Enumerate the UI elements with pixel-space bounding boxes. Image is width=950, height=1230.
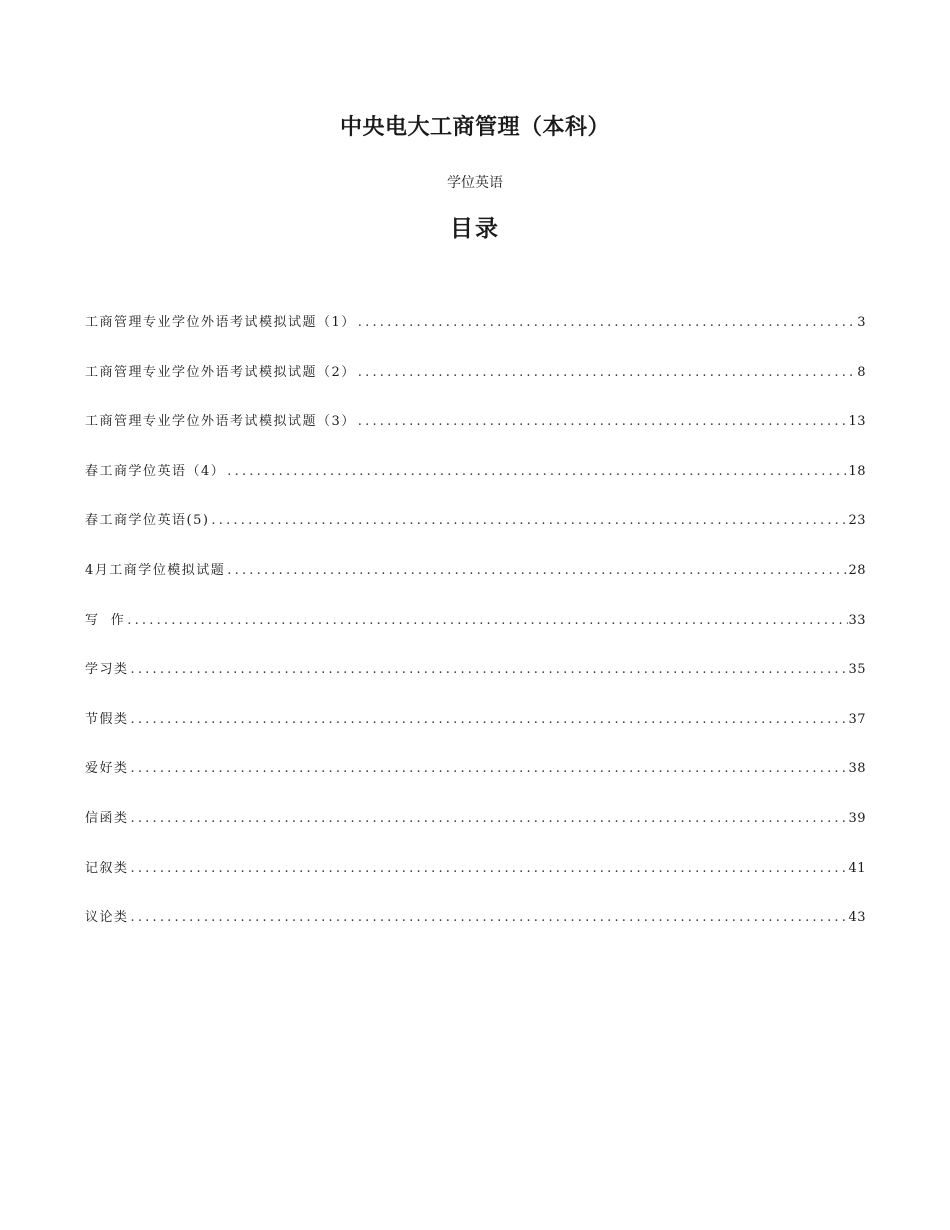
toc-entry[interactable] bbox=[85, 660, 866, 710]
toc-entry[interactable] bbox=[85, 363, 866, 413]
toc-entry-label: 工商管理专业学位外语考试模拟试题（3） bbox=[85, 414, 356, 430]
toc-entry-label: 议论类 bbox=[85, 910, 129, 926]
toc-entry-page-number: 43 bbox=[848, 910, 866, 926]
toc-entry[interactable] bbox=[85, 412, 866, 462]
toc-entry-label: 信函类 bbox=[85, 810, 129, 826]
toc-dot-leader bbox=[356, 313, 857, 333]
toc-dot-leader bbox=[129, 710, 849, 730]
toc-entry[interactable] bbox=[85, 759, 866, 809]
toc-entry-page-number: 8 bbox=[857, 364, 866, 380]
document-title: 中央电大工商管理（本科） bbox=[339, 115, 610, 140]
toc-entry-page-number: 13 bbox=[848, 414, 866, 430]
toc-entry[interactable] bbox=[85, 859, 866, 909]
toc-dot-leader bbox=[209, 511, 848, 531]
toc-dot-leader bbox=[129, 660, 849, 680]
toc-entry-page-number: 38 bbox=[848, 761, 866, 777]
toc-entry-label: 节假类 bbox=[85, 711, 129, 727]
toc-entry-label: 工商管理专业学位外语考试模拟试题（2） bbox=[85, 364, 356, 380]
toc-entry[interactable] bbox=[85, 809, 866, 859]
toc-entry-page-number: 35 bbox=[848, 662, 866, 678]
toc-dot-leader bbox=[125, 611, 848, 631]
toc-dot-leader bbox=[129, 759, 849, 779]
toc-entry[interactable] bbox=[85, 462, 866, 512]
toc-entry-label: 春工商学位英语(5) bbox=[85, 513, 210, 529]
toc-dot-leader bbox=[129, 908, 849, 928]
toc-entry[interactable] bbox=[85, 511, 866, 561]
toc-dot-leader bbox=[225, 462, 848, 482]
toc-dot-leader bbox=[356, 412, 849, 432]
toc-entry-page-number: 41 bbox=[848, 860, 866, 876]
toc-entry[interactable] bbox=[85, 710, 866, 760]
toc-entry-label: 写 作 bbox=[85, 612, 126, 628]
toc-entry-page-number: 33 bbox=[848, 612, 866, 628]
toc-entry-page-number: 3 bbox=[857, 315, 866, 330]
toc-dot-leader bbox=[356, 363, 857, 383]
toc-entry[interactable] bbox=[85, 313, 866, 363]
toc-entry-page-number: 28 bbox=[848, 562, 866, 578]
toc-entry-label: 4月工商学位模拟试题 bbox=[85, 562, 226, 578]
toc-dot-leader bbox=[129, 859, 849, 879]
toc-dot-leader bbox=[225, 561, 848, 581]
toc-entry-label: 爱好类 bbox=[85, 761, 129, 777]
toc-entry[interactable] bbox=[85, 561, 866, 611]
toc-entry-page-number: 23 bbox=[848, 513, 866, 529]
document-subtitle: 学位英语 bbox=[447, 175, 503, 191]
toc-dot-leader bbox=[129, 809, 849, 829]
toc-entry-page-number: 18 bbox=[848, 463, 866, 479]
toc-heading: 目录 bbox=[450, 216, 500, 242]
toc-entry-label: 记叙类 bbox=[85, 860, 129, 876]
toc-entry-page-number: 39 bbox=[848, 810, 866, 826]
toc-entry-label: 春工商学位英语（4） bbox=[85, 463, 226, 479]
toc-entry[interactable] bbox=[85, 908, 866, 958]
toc-entry[interactable] bbox=[85, 611, 866, 661]
toc-entry-label: 工商管理专业学位外语考试模拟试题（1） bbox=[85, 315, 356, 330]
toc-entry-label: 学习类 bbox=[85, 662, 129, 678]
table-of-contents bbox=[85, 313, 866, 958]
toc-entry-page-number: 37 bbox=[848, 711, 866, 727]
